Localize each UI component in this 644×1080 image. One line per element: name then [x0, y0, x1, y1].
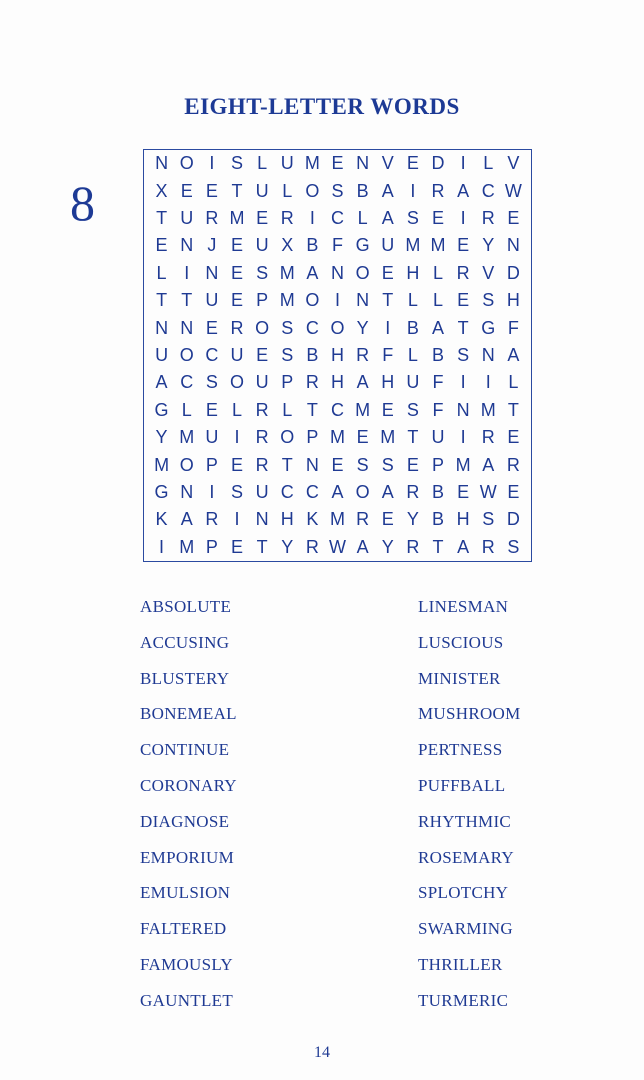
grid-cell[interactable]: I: [309, 207, 315, 228]
grid-cell[interactable]: U: [406, 372, 420, 393]
grid-cell[interactable]: U: [255, 235, 269, 256]
word-list-item: TURMERIC: [418, 990, 509, 1010]
grid-cell[interactable]: P: [205, 536, 218, 557]
grid-cell[interactable]: A: [356, 536, 369, 557]
grid-cell[interactable]: N: [356, 290, 370, 311]
grid-cell[interactable]: I: [460, 427, 466, 448]
grid-cell[interactable]: F: [331, 235, 343, 256]
grid-cell[interactable]: S: [381, 454, 394, 475]
grid-cell[interactable]: A: [432, 317, 445, 338]
grid-cell[interactable]: L: [508, 372, 519, 393]
grid-cell[interactable]: P: [205, 454, 218, 475]
grid-cell[interactable]: R: [305, 536, 319, 557]
grid-cell[interactable]: L: [357, 207, 368, 228]
puzzle-number: 8: [70, 175, 95, 231]
grid-cell[interactable]: U: [255, 481, 269, 502]
grid-cell[interactable]: E: [381, 262, 394, 283]
grid-cell[interactable]: C: [205, 344, 219, 365]
word-list-item: LUSCIOUS: [418, 632, 504, 652]
grid-cell[interactable]: U: [431, 427, 445, 448]
grid-cell[interactable]: V: [381, 153, 394, 174]
grid-cell[interactable]: T: [281, 454, 293, 475]
grid-cell[interactable]: E: [406, 454, 419, 475]
grid-cell[interactable]: B: [432, 344, 445, 365]
grid-cell[interactable]: M: [154, 454, 170, 475]
grid-cell[interactable]: U: [230, 344, 244, 365]
grid-cell[interactable]: I: [334, 290, 340, 311]
grid-cell[interactable]: O: [280, 427, 295, 448]
grid-cell[interactable]: S: [230, 153, 243, 174]
grid-cell[interactable]: N: [180, 481, 194, 502]
grid-cell[interactable]: L: [257, 153, 268, 174]
grid-cell[interactable]: M: [455, 454, 471, 475]
grid-cell[interactable]: X: [281, 235, 294, 256]
grid-cell[interactable]: R: [280, 207, 294, 228]
grid-cell[interactable]: A: [457, 536, 470, 557]
grid-cell[interactable]: S: [256, 262, 269, 283]
grid-cell[interactable]: R: [305, 372, 319, 393]
grid-cell[interactable]: E: [205, 180, 218, 201]
grid-cell[interactable]: I: [460, 372, 466, 393]
word-list-item: SPLOTCHY: [418, 883, 509, 903]
grid-cell[interactable]: B: [306, 344, 319, 365]
grid-cell[interactable]: O: [355, 262, 370, 283]
grid-cell[interactable]: T: [457, 317, 469, 338]
grid-cell[interactable]: V: [482, 262, 495, 283]
grid-cell[interactable]: L: [156, 262, 167, 283]
grid-cell[interactable]: A: [381, 207, 394, 228]
word-list-item: CONTINUE: [140, 740, 230, 760]
grid-cell[interactable]: P: [281, 372, 294, 393]
grid-cell[interactable]: D: [431, 153, 445, 174]
grid-cell[interactable]: T: [181, 290, 193, 311]
grid-cell[interactable]: M: [229, 207, 245, 228]
word-list-item: ACCUSING: [140, 632, 230, 652]
grid-cell[interactable]: G: [154, 399, 169, 420]
word-list-item: BONEMEAL: [140, 704, 237, 724]
grid-cell[interactable]: M: [329, 427, 345, 448]
grid-cell[interactable]: J: [207, 235, 217, 256]
grid-cell[interactable]: I: [209, 481, 215, 502]
grid-cell[interactable]: M: [179, 536, 195, 557]
grid-cell[interactable]: D: [506, 509, 520, 530]
grid-cell[interactable]: H: [381, 372, 395, 393]
grid-cell[interactable]: U: [155, 344, 169, 365]
grid-cell[interactable]: L: [407, 290, 418, 311]
grid-cell[interactable]: S: [331, 180, 344, 201]
word-list-item: EMULSION: [140, 883, 231, 903]
grid-cell[interactable]: A: [482, 454, 495, 475]
grid-cell[interactable]: S: [507, 536, 520, 557]
grid-cell[interactable]: U: [255, 180, 269, 201]
grid-cell[interactable]: V: [507, 153, 520, 174]
word-list-item: LINESMAN: [418, 597, 509, 616]
grid-cell[interactable]: U: [205, 427, 219, 448]
word-list-item: FALTERED: [140, 919, 227, 939]
grid-cell[interactable]: E: [356, 427, 369, 448]
grid-cell[interactable]: U: [381, 235, 395, 256]
grid-cell[interactable]: W: [328, 536, 346, 557]
grid-cell[interactable]: O: [179, 153, 194, 174]
grid-cell[interactable]: A: [356, 372, 369, 393]
grid-cell[interactable]: M: [355, 399, 371, 420]
grid-cell[interactable]: A: [381, 180, 394, 201]
word-list-item: GAUNTLET: [140, 990, 234, 1010]
word-list-left: [140, 596, 237, 1026]
grid-cell[interactable]: A: [180, 509, 193, 530]
grid-cell[interactable]: A: [457, 180, 470, 201]
word-list-item: DIAGNOSE: [140, 811, 230, 831]
grid-cell[interactable]: I: [159, 536, 165, 557]
grid-cell[interactable]: M: [329, 509, 345, 530]
grid-cell[interactable]: M: [405, 235, 421, 256]
grid-cell[interactable]: O: [330, 317, 345, 338]
grid-cell[interactable]: E: [180, 180, 193, 201]
grid-cell[interactable]: O: [355, 481, 370, 502]
grid-cell[interactable]: N: [180, 317, 194, 338]
grid-cell[interactable]: T: [256, 536, 268, 557]
grid-cell[interactable]: S: [406, 207, 419, 228]
grid-cell[interactable]: M: [279, 262, 295, 283]
grid-cell[interactable]: L: [433, 290, 444, 311]
grid-cell[interactable]: E: [381, 399, 394, 420]
grid-cell[interactable]: Y: [155, 427, 168, 448]
grid-cell[interactable]: S: [406, 399, 419, 420]
grid-cell[interactable]: B: [406, 317, 419, 338]
word-list-item: THRILLER: [418, 954, 503, 974]
word-list-item: MUSHROOM: [418, 704, 521, 724]
grid-cell[interactable]: R: [481, 536, 495, 557]
grid-cell[interactable]: L: [282, 399, 293, 420]
grid-cell[interactable]: E: [155, 235, 168, 256]
word-list-item: MINISTER: [418, 668, 501, 688]
grid-cell[interactable]: T: [156, 207, 168, 228]
grid-cell[interactable]: P: [256, 290, 269, 311]
grid-cell[interactable]: E: [406, 153, 419, 174]
grid-cell[interactable]: K: [306, 509, 319, 530]
grid-cell[interactable]: R: [255, 399, 269, 420]
grid-cell[interactable]: E: [256, 207, 269, 228]
grid-cell[interactable]: U: [180, 207, 194, 228]
grid-cell[interactable]: W: [479, 481, 497, 502]
grid-cell[interactable]: R: [406, 481, 420, 502]
grid-cell[interactable]: S: [230, 481, 243, 502]
word-list-item: CORONARY: [140, 775, 237, 795]
grid-cell[interactable]: N: [356, 153, 370, 174]
grid-cell[interactable]: G: [481, 317, 496, 338]
grid-cell[interactable]: E: [230, 536, 243, 557]
grid-cell[interactable]: Y: [482, 235, 495, 256]
grid-cell[interactable]: T: [231, 180, 243, 201]
grid-cell[interactable]: I: [460, 153, 466, 174]
grid-cell[interactable]: M: [179, 427, 195, 448]
grid-cell[interactable]: G: [355, 235, 370, 256]
grid-cell[interactable]: E: [205, 317, 218, 338]
grid-cell[interactable]: N: [155, 153, 169, 174]
grid-cell[interactable]: Y: [356, 317, 369, 338]
grid-cell[interactable]: S: [205, 372, 218, 393]
grid-cell[interactable]: G: [154, 481, 169, 502]
grid-cell[interactable]: M: [380, 427, 396, 448]
grid-cell[interactable]: A: [331, 481, 344, 502]
grid-cell[interactable]: W: [504, 180, 522, 201]
grid-cell[interactable]: R: [406, 536, 420, 557]
grid-cell[interactable]: I: [410, 180, 416, 201]
grid-cell[interactable]: E: [507, 207, 520, 228]
grid-cell[interactable]: F: [507, 317, 519, 338]
grid-cell[interactable]: C: [330, 399, 344, 420]
grid-cell[interactable]: S: [281, 317, 294, 338]
grid-cell[interactable]: O: [229, 372, 244, 393]
grid-cell[interactable]: N: [180, 235, 194, 256]
grid-cell[interactable]: M: [480, 399, 496, 420]
grid-cell[interactable]: L: [181, 399, 192, 420]
grid-cell[interactable]: R: [481, 427, 495, 448]
word-list-right: [418, 596, 521, 1026]
grid-cell[interactable]: B: [356, 180, 369, 201]
grid-cell[interactable]: R: [506, 454, 520, 475]
grid-cell[interactable]: T: [407, 427, 419, 448]
grid-cell[interactable]: S: [457, 344, 470, 365]
grid-cell[interactable]: I: [209, 153, 215, 174]
grid-cell[interactable]: S: [281, 344, 294, 365]
grid-cell[interactable]: Y: [381, 536, 394, 557]
grid-cell[interactable]: N: [330, 262, 344, 283]
grid-cell[interactable]: R: [255, 454, 269, 475]
grid-cell[interactable]: H: [456, 509, 470, 530]
grid-cell[interactable]: O: [179, 344, 194, 365]
grid-cell[interactable]: O: [305, 290, 320, 311]
grid-cell[interactable]: F: [382, 344, 394, 365]
grid-cell[interactable]: B: [306, 235, 319, 256]
grid-cell[interactable]: A: [507, 344, 520, 365]
grid-cell[interactable]: C: [305, 317, 319, 338]
grid-cell[interactable]: C: [305, 481, 319, 502]
grid-cell[interactable]: S: [482, 290, 495, 311]
grid-cell[interactable]: L: [282, 180, 293, 201]
grid-cell[interactable]: R: [356, 344, 370, 365]
grid-cell[interactable]: N: [456, 399, 470, 420]
grid-cell[interactable]: E: [230, 262, 243, 283]
grid-cell[interactable]: I: [460, 207, 466, 228]
grid-cell[interactable]: S: [482, 509, 495, 530]
grid-cell[interactable]: A: [306, 262, 319, 283]
word-list-item: ABSOLUTE: [140, 597, 232, 616]
grid-cell[interactable]: E: [230, 290, 243, 311]
word-list-item: ROSEMARY: [418, 847, 514, 867]
word-list-item: PUFFBALL: [418, 775, 506, 795]
grid-cell[interactable]: T: [507, 399, 519, 420]
grid-cell[interactable]: C: [180, 372, 194, 393]
grid-cell[interactable]: L: [231, 399, 242, 420]
grid-cell[interactable]: E: [256, 344, 269, 365]
grid-cell[interactable]: E: [331, 153, 344, 174]
grid-cell[interactable]: H: [506, 290, 520, 311]
grid-cell[interactable]: L: [483, 153, 494, 174]
grid-cell[interactable]: R: [205, 207, 219, 228]
grid-cell[interactable]: E: [432, 207, 445, 228]
grid-cell[interactable]: I: [485, 372, 491, 393]
grid-cell[interactable]: M: [279, 290, 295, 311]
grid-cell[interactable]: E: [457, 290, 470, 311]
grid-cell[interactable]: N: [205, 262, 219, 283]
grid-cell[interactable]: U: [255, 372, 269, 393]
grid-cell[interactable]: N: [481, 344, 495, 365]
letter-grid: [143, 149, 532, 562]
word-list-item: FAMOUSLY: [140, 954, 233, 974]
grid-cell[interactable]: H: [406, 262, 420, 283]
grid-cell[interactable]: D: [506, 262, 520, 283]
grid-cell[interactable]: U: [280, 153, 294, 174]
grid-cell[interactable]: N: [255, 509, 269, 530]
grid-cell[interactable]: C: [481, 180, 495, 201]
word-list-item: SWARMING: [418, 919, 513, 939]
grid-cell[interactable]: R: [481, 207, 495, 228]
grid-cell[interactable]: T: [156, 290, 168, 311]
grid-cell[interactable]: I: [234, 509, 240, 530]
grid-cell[interactable]: M: [430, 235, 446, 256]
grid-cell[interactable]: P: [306, 427, 319, 448]
grid-cell[interactable]: Y: [281, 536, 294, 557]
grid-cell[interactable]: N: [155, 317, 169, 338]
grid-cell[interactable]: X: [155, 180, 168, 201]
grid-cell[interactable]: E: [205, 399, 218, 420]
grid-cell[interactable]: C: [280, 481, 294, 502]
grid-cell[interactable]: N: [506, 235, 520, 256]
grid-cell[interactable]: B: [432, 509, 445, 530]
grid-cell[interactable]: S: [356, 454, 369, 475]
grid-cell[interactable]: T: [432, 536, 444, 557]
grid-cell[interactable]: H: [330, 344, 344, 365]
grid-cell[interactable]: I: [234, 427, 240, 448]
grid-cell[interactable]: R: [230, 317, 244, 338]
grid-cell[interactable]: E: [381, 509, 394, 530]
grid-cell[interactable]: C: [330, 207, 344, 228]
grid-cell[interactable]: E: [457, 481, 470, 502]
grid-cell[interactable]: N: [305, 454, 319, 475]
grid-cell[interactable]: T: [306, 399, 318, 420]
page-number: 14: [314, 1044, 330, 1061]
grid-cell[interactable]: Y: [406, 509, 419, 530]
grid-cell[interactable]: K: [155, 509, 168, 530]
word-list-item: EMPORIUM: [140, 847, 235, 867]
grid-cell[interactable]: E: [507, 481, 520, 502]
grid-cell[interactable]: R: [255, 427, 269, 448]
grid-cell[interactable]: M: [304, 153, 320, 174]
grid-cell[interactable]: E: [331, 454, 344, 475]
grid-cell[interactable]: O: [179, 454, 194, 475]
grid-cell[interactable]: A: [155, 372, 168, 393]
grid-cell[interactable]: T: [382, 290, 394, 311]
grid-cell[interactable]: H: [330, 372, 344, 393]
grid-cell[interactable]: E: [457, 235, 470, 256]
grid-cell[interactable]: P: [432, 454, 445, 475]
puzzle-title: EIGHT-LETTER WORDS: [184, 94, 460, 119]
grid-cell[interactable]: A: [381, 481, 394, 502]
word-list-item: BLUSTERY: [140, 668, 230, 688]
grid-cell[interactable]: R: [205, 509, 219, 530]
word-list-item: PERTNESS: [418, 740, 503, 760]
grid-cell[interactable]: I: [184, 262, 190, 283]
grid-cell[interactable]: R: [356, 509, 370, 530]
grid-cell[interactable]: E: [230, 235, 243, 256]
grid-cell[interactable]: H: [280, 509, 294, 530]
grid-cell[interactable]: F: [432, 399, 444, 420]
grid-cell[interactable]: E: [230, 454, 243, 475]
grid-cell[interactable]: B: [432, 481, 445, 502]
grid-cell[interactable]: R: [456, 262, 470, 283]
grid-cell[interactable]: F: [432, 372, 444, 393]
grid-cell[interactable]: R: [431, 180, 445, 201]
grid-cell[interactable]: I: [385, 317, 391, 338]
grid-cell[interactable]: L: [407, 344, 418, 365]
grid-cell[interactable]: U: [205, 290, 219, 311]
grid-cell[interactable]: O: [255, 317, 270, 338]
grid-cell[interactable]: E: [507, 427, 520, 448]
grid-cell[interactable]: O: [305, 180, 320, 201]
grid-cell[interactable]: L: [433, 262, 444, 283]
word-list-item: RHYTHMIC: [418, 811, 512, 831]
